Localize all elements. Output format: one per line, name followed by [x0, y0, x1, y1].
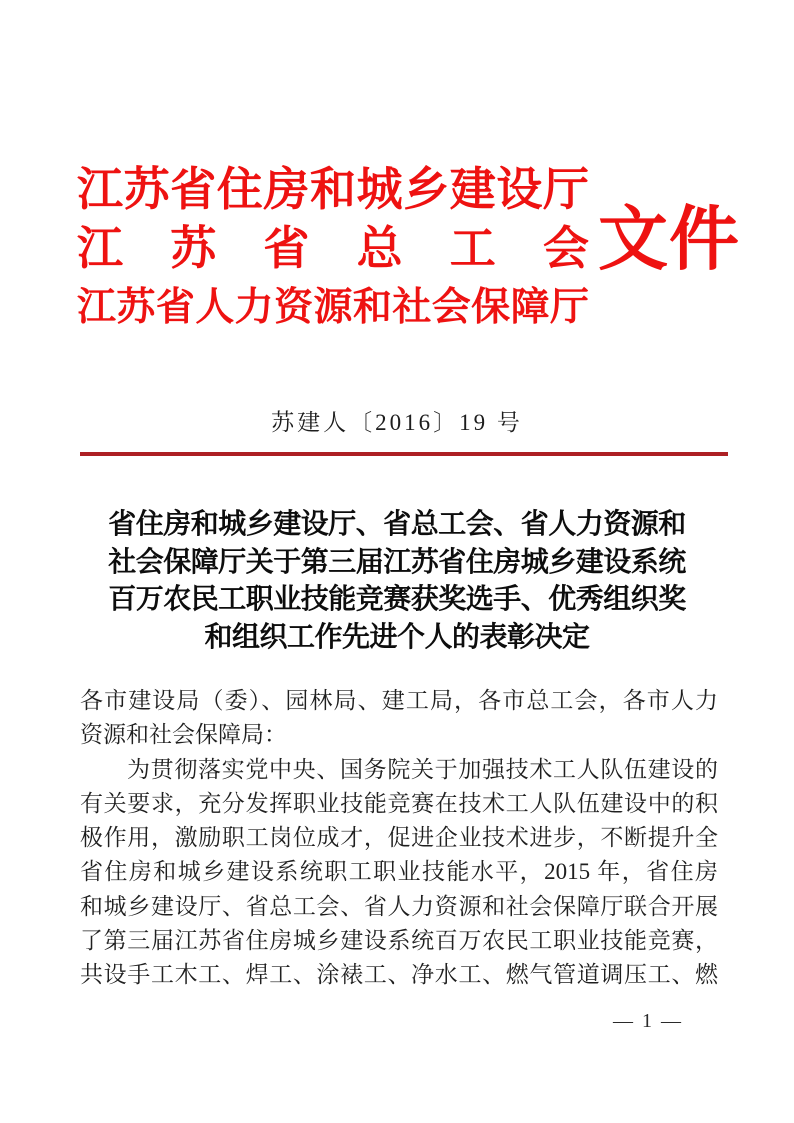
document-body: [80, 684, 718, 993]
paragraph-line-1: 为贯彻落实党中央、国务院关于加强技术工人队伍建设的: [127, 756, 718, 782]
salutation-line-2: 资源和社会保障局：: [80, 722, 287, 748]
agency-name-3: 江苏省人力资源和社会保障厅: [77, 286, 589, 329]
document-type-label: 文件: [598, 202, 740, 279]
letterhead: [77, 160, 740, 337]
paragraph-line-4: 省住房和城乡建设系统职工职业技能水平，2015 年，省住房: [80, 859, 718, 885]
title-line-2: 社会保障厅关于第三届江苏省住房城乡建设系统: [108, 546, 686, 578]
paragraph-line-7: 共设手工木工、焊工、涂裱工、净水工、燃气管道调压工、燃: [80, 962, 718, 988]
page-number: — 1 —: [613, 1010, 683, 1032]
title-line-4: 和组织工作先进个人的表彰决定: [204, 621, 590, 653]
red-divider-line: [80, 452, 728, 456]
paragraph-line-6: 了第三届江苏省住房城乡建设系统百万农民工职业技能竞赛，: [80, 928, 718, 954]
agency-name-2: 江苏省总工会: [77, 223, 589, 274]
paragraph-line-5: 和城乡建设厅、省总工会、省人力资源和社会保障厅联合开展: [80, 893, 718, 919]
issuing-agencies: [77, 160, 589, 337]
title-line-1: 省住房和城乡建设厅、省总工会、省人力资源和: [108, 509, 686, 540]
paragraph-line-2: 有关要求，充分发挥职业技能竞赛在技术工人队伍建设中的积: [80, 790, 718, 816]
document-number: 苏建人〔2016〕19 号: [271, 410, 523, 435]
title-line-3: 百万农民工职业技能竞赛获奖选手、优秀组织奖: [108, 584, 686, 615]
paragraph-line-3: 极作用，激励职工岗位成才，促进企业技术进步，不断提升全: [80, 825, 718, 851]
agency-name-1: 江苏省住房和城乡建设厅: [77, 164, 589, 215]
document-title: [80, 506, 714, 656]
salutation-line-1: 各市建设局（委）、园林局、建工局，各市总工会，各市人力: [80, 688, 718, 713]
